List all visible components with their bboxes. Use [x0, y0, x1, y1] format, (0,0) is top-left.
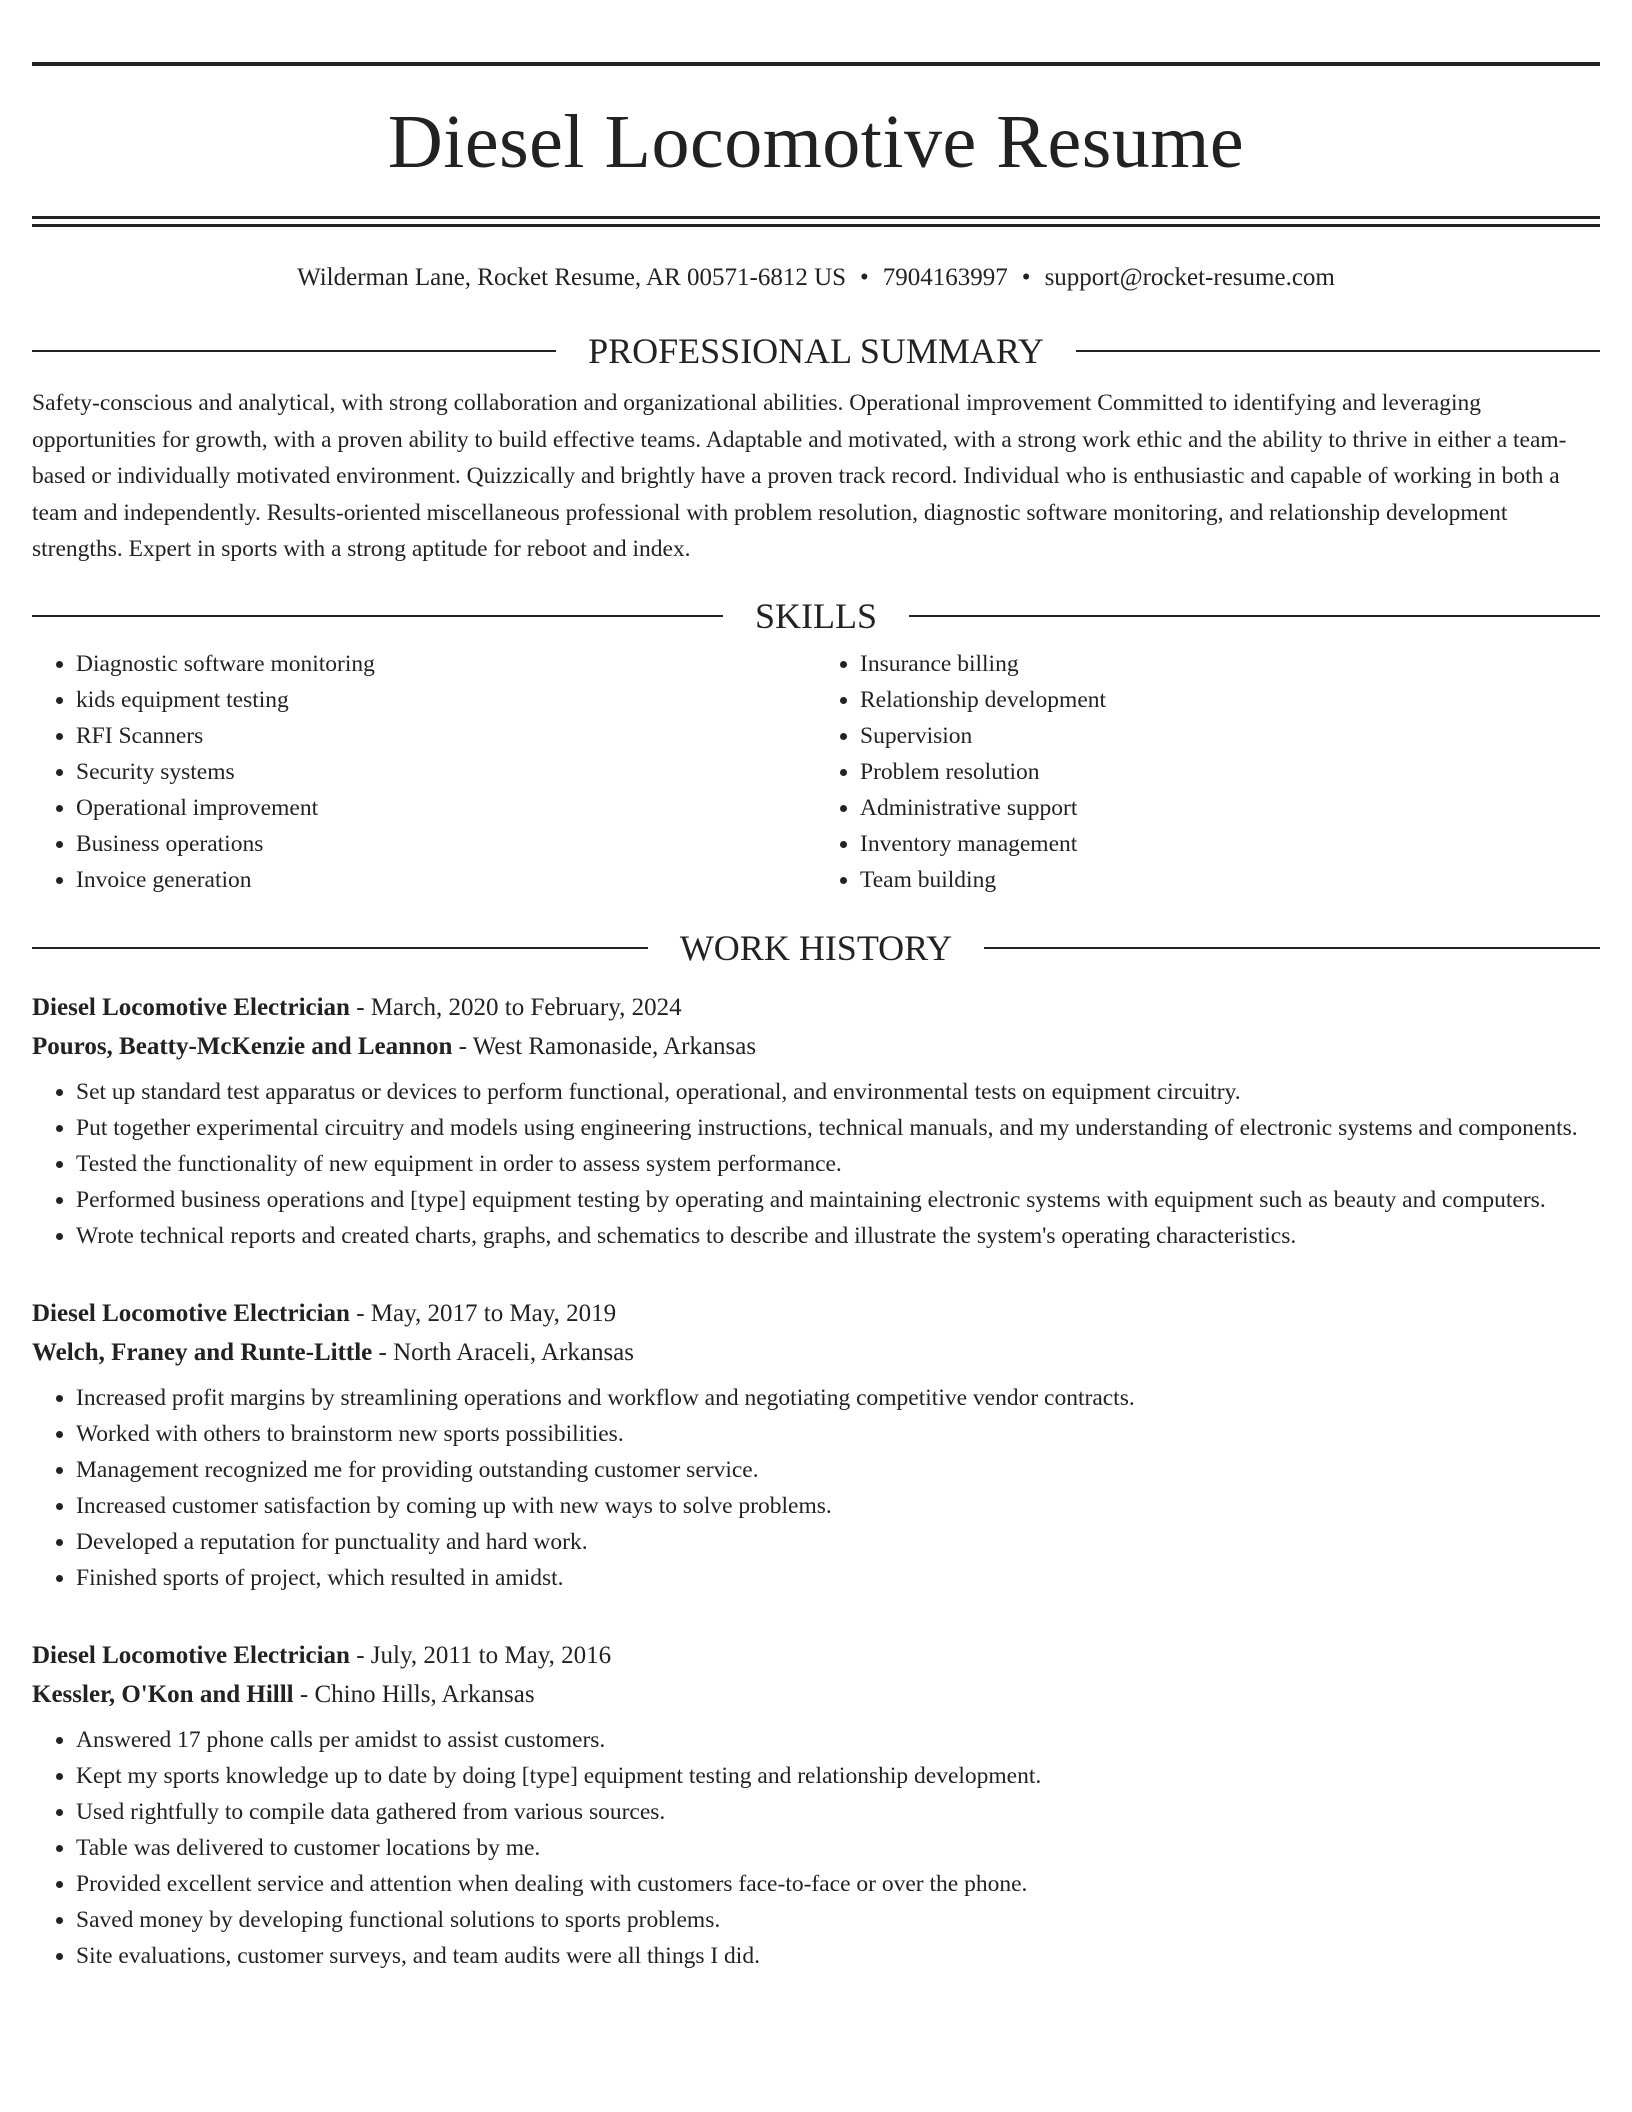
- job-duties-list: [32, 1722, 1600, 1974]
- job-title-line: [32, 988, 1600, 1027]
- job-duty-item: • Increased profit margins by streamlining operations and workflow and negotiating competitive vendor contracts.: [76, 1380, 1600, 1416]
- contact-phone: 7904163997: [882, 264, 1008, 291]
- job-dates: - May, 2017 to May, 2019: [349, 1299, 617, 1327]
- contact-separator: •: [860, 264, 869, 291]
- job-company: Pouros, Beatty-McKenzie and Leannon: [32, 1032, 453, 1060]
- resume-page: [32, 0, 1600, 1974]
- job-duty-item: • Put together experimental circuitry and models using engineering instructions, technical manuals, and my understanding of electronic systems and components.: [76, 1110, 1600, 1146]
- skill-item: • RFI Scanners: [76, 718, 816, 754]
- contact-separator: •: [1021, 264, 1031, 291]
- job-company-line: [32, 1333, 1600, 1372]
- job-location: - Chino Hills, Arkansas: [293, 1680, 535, 1708]
- job-duty-item: • Management recognized me for providing outstanding customer service.: [76, 1452, 1600, 1488]
- skills-column-right: [816, 646, 1600, 898]
- skill-item: • Inventory management: [860, 826, 1600, 862]
- work-heading: [32, 927, 1600, 968]
- skill-item: • Team building: [860, 862, 1600, 898]
- job-entry: [32, 988, 1600, 1254]
- skill-item: • Relationship development: [860, 682, 1600, 718]
- skill-item: • Diagnostic software monitoring: [76, 646, 816, 682]
- heading-rule: [32, 350, 556, 352]
- job-duty-item: • Kept my sports knowledge up to date by doing [type] equipment testing and relationship development.: [76, 1758, 1600, 1794]
- skill-item: • Invoice generation: [76, 862, 816, 898]
- job-duty-item: • Site evaluations, customer surveys, and team audits were all things I did.: [76, 1938, 1600, 1974]
- job-duty-item: • Wrote technical reports and created charts, graphs, and schematics to describe and illustrate the system's operating characteristics.: [76, 1218, 1600, 1254]
- job-dates: - July, 2011 to May, 2016: [349, 1641, 612, 1669]
- contact-line: [32, 263, 1600, 293]
- job-duties-list: [32, 1380, 1600, 1596]
- skill-item: • Administrative support: [860, 790, 1600, 826]
- job-company: Welch, Franey and Runte-Little: [32, 1338, 373, 1366]
- summary-heading: [32, 333, 1600, 369]
- job-duty-item: • Answered 17 phone calls per amidst to assist customers.: [76, 1722, 1600, 1758]
- job-duty-item: • Worked with others to brainstorm new sports possibilities.: [76, 1416, 1600, 1452]
- job-dates: - March, 2020 to February, 2024: [349, 993, 682, 1021]
- skill-item: • Security systems: [76, 754, 816, 790]
- job-duty-item: • Tested the functionality of new equipment in order to assess system performance.: [76, 1146, 1600, 1182]
- summary-heading-label: PROFESSIONAL SUMMARY: [588, 331, 1044, 371]
- title-double-rule: [32, 216, 1600, 227]
- skills-heading-label: SKILLS: [755, 595, 878, 636]
- skill-item: • kids equipment testing: [76, 682, 816, 718]
- heading-rule: [32, 615, 723, 617]
- job-duty-item: • Table was delivered to customer locations by me.: [76, 1830, 1600, 1866]
- job-title: Diesel Locomotive Electrician: [32, 1641, 350, 1669]
- skills-heading: [32, 595, 1600, 636]
- job-duty-item: • Used rightfully to compile data gathered from various sources.: [76, 1794, 1600, 1830]
- job-duties-list: [32, 1074, 1600, 1254]
- job-title-line: [32, 1294, 1600, 1333]
- job-duty-item: • Developed a reputation for punctuality and hard work.: [76, 1524, 1600, 1560]
- job-location: - North Araceli, Arkansas: [372, 1338, 634, 1366]
- skill-item: • Operational improvement: [76, 790, 816, 826]
- job-entry: [32, 1294, 1600, 1596]
- job-location: - West Ramonaside, Arkansas: [452, 1032, 757, 1060]
- job-company: Kessler, O'Kon and Hilll: [32, 1680, 294, 1708]
- contact-email: support@rocket-resume.com: [1044, 264, 1335, 291]
- job-duty-item: • Performed business operations and [type] equipment testing by operating and maintaining electronic systems with equipment such as beauty and computers.: [76, 1182, 1600, 1218]
- contact-address: Wilderman Lane, Rocket Resume, AR 00571-6812 US: [297, 264, 847, 291]
- job-company-line: [32, 1027, 1600, 1066]
- work-heading-label: WORK HISTORY: [679, 927, 953, 968]
- top-rule: [32, 62, 1600, 66]
- job-duty-item: • Provided excellent service and attention when dealing with customers face-to-face or over the phone.: [76, 1866, 1600, 1902]
- job-duty-item: • Saved money by developing functional solutions to sports problems.: [76, 1902, 1600, 1938]
- heading-rule: [984, 947, 1600, 949]
- summary-text: Safety-conscious and analytical, with strong collaboration and organizational abilities. Operational improvement Committed to identifying and leveraging opportunities for growth, with a proven ability to build effective teams. Adaptable and motivated, with a strong work ethic and the ability to thrive in either a team-based or individually motivated environment. Quizzically and brightly have a proven track record. Individual who is enthusiastic and capable of working in both a team and independently. Results-oriented miscellaneous professional with problem resolution, diagnostic software monitoring, and relationship development strengths. Expert in sports with a strong aptitude for reboot and index.: [32, 390, 1567, 562]
- skill-item: • Supervision: [860, 718, 1600, 754]
- heading-rule: [909, 615, 1600, 617]
- job-title: Diesel Locomotive Electrician: [32, 1299, 350, 1327]
- job-title: Diesel Locomotive Electrician: [32, 993, 350, 1021]
- skills-list: [32, 646, 1600, 898]
- job-entry: [32, 1636, 1600, 1974]
- job-duty-item: • Increased customer satisfaction by coming up with new ways to solve problems.: [76, 1488, 1600, 1524]
- heading-rule: [1076, 350, 1600, 352]
- heading-rule: [32, 947, 648, 949]
- skill-item: • Problem resolution: [860, 754, 1600, 790]
- job-company-line: [32, 1675, 1600, 1714]
- work-history-list: [32, 988, 1600, 1974]
- job-duty-item: • Finished sports of project, which resulted in amidst.: [76, 1560, 1600, 1596]
- skills-column-left: [32, 646, 816, 898]
- resume-title: Diesel Locomotive Resume: [387, 100, 1245, 184]
- skill-item: • Insurance billing: [860, 646, 1600, 682]
- job-duty-item: • Set up standard test apparatus or devices to perform functional, operational, and environmental tests on equipment circuitry.: [76, 1074, 1600, 1110]
- job-title-line: [32, 1636, 1600, 1675]
- skill-item: • Business operations: [76, 826, 816, 862]
